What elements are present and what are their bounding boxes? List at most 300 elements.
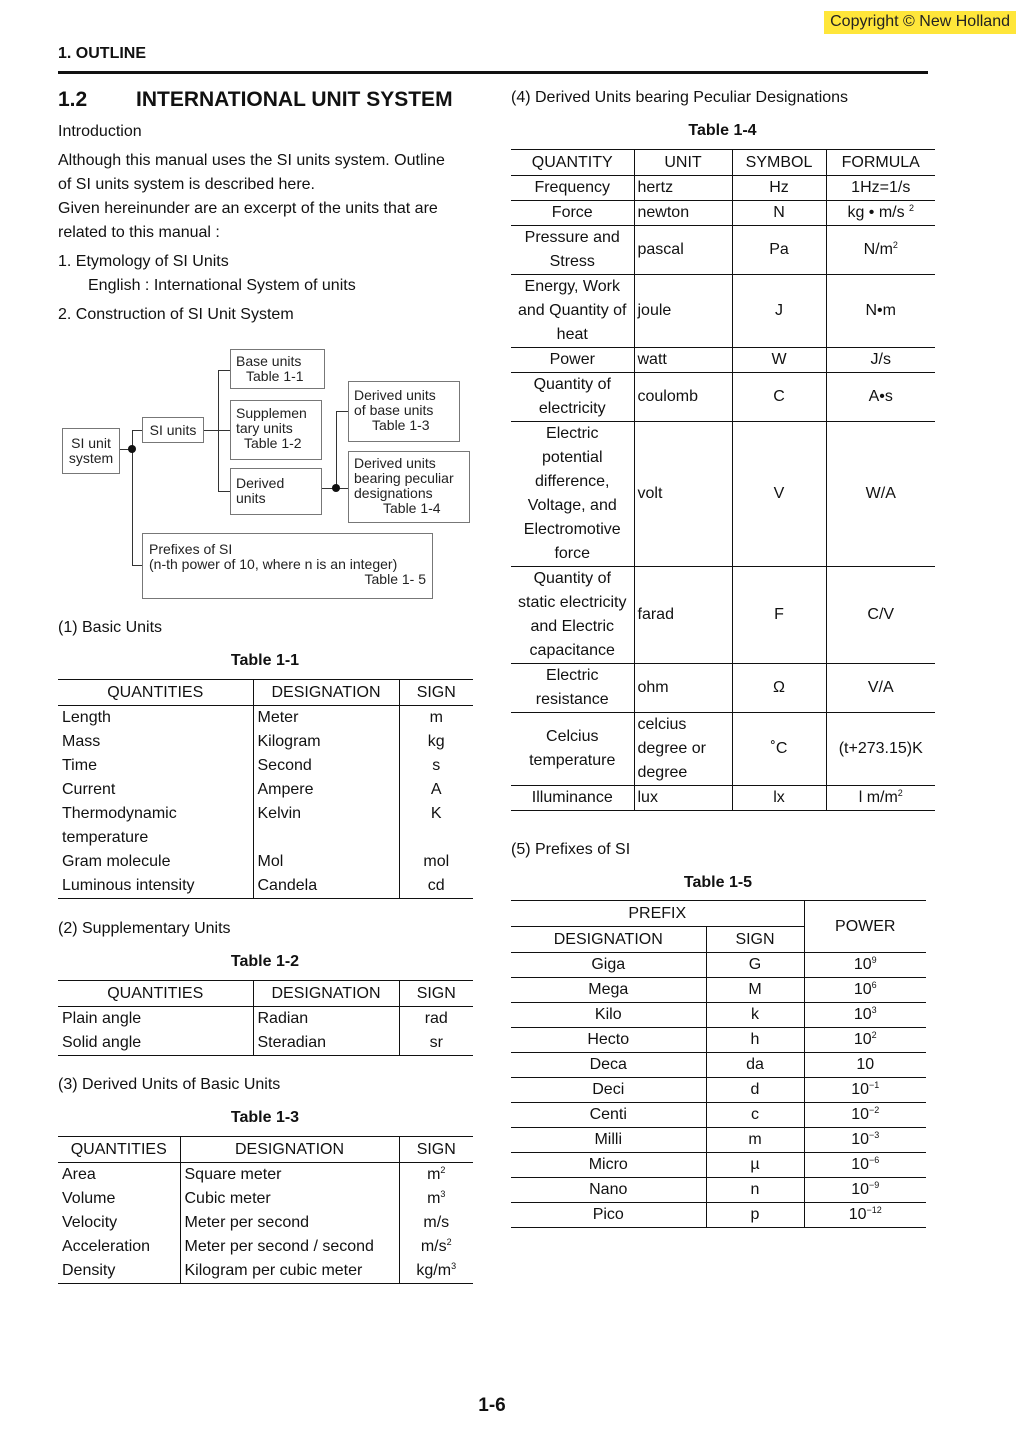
cell-text: Length (62, 709, 111, 726)
header-rule (58, 71, 928, 74)
prefixes-box (142, 533, 433, 599)
table-cell (58, 1163, 180, 1188)
box-text: Table 1-2 (244, 435, 302, 451)
table-header-row (58, 1137, 473, 1163)
table-row (511, 953, 926, 978)
cell-line: electricity (538, 400, 606, 417)
peculiar-units-table (511, 149, 935, 811)
cell-text: Thermodynamic (62, 805, 177, 822)
table-row (511, 1128, 926, 1153)
table-cell (58, 754, 253, 778)
table-cell (180, 1163, 399, 1188)
cell-line: difference, (535, 473, 610, 490)
table-cell (399, 730, 473, 754)
box-text: Supplemen (236, 405, 307, 421)
cell-text: Kelvin (257, 805, 302, 822)
cell-text: Hecto (587, 1031, 630, 1048)
cell-text: Kilogram (257, 733, 321, 750)
sign-cell (706, 1178, 804, 1203)
cell-text: 10 (851, 1106, 870, 1123)
box-text: Table 1-1 (246, 368, 304, 384)
table-cell (399, 706, 473, 731)
box-text: units (236, 490, 266, 506)
cell-text: 10 (851, 1131, 870, 1148)
formula-cell (826, 786, 935, 811)
cell-text: Mega (588, 981, 629, 998)
cell-text: l m/m (858, 789, 898, 806)
cell-line: force (554, 545, 591, 562)
cell-text: Mass (62, 733, 101, 750)
table-cell (180, 1259, 399, 1284)
cell-text: Meter per second (184, 1214, 310, 1231)
table-cell (399, 1211, 473, 1235)
table-cell (58, 1211, 180, 1235)
designation-cell (511, 953, 706, 978)
power-exponent: −12 (866, 1205, 882, 1215)
cell-text: s (432, 757, 441, 774)
cell-text: M (748, 981, 762, 998)
table-row (58, 730, 473, 754)
designation-cell (511, 1103, 706, 1128)
cell-text: Current (62, 781, 116, 798)
cell-line: Illuminance (531, 789, 613, 806)
table-cell (399, 1163, 473, 1188)
si-unit-system-box (62, 428, 120, 474)
derived-basic-units-label: (3) Derived Units of Basic Units (58, 1076, 281, 1093)
table-row (511, 1078, 926, 1103)
column-header: SIGN (399, 981, 473, 1007)
box-text: Derived units (354, 455, 436, 471)
column-header: DESIGNATION (253, 680, 399, 706)
cell-text: 1Hz=1/s (851, 179, 911, 196)
table-cell (399, 1235, 473, 1259)
box-text: tary units (236, 420, 293, 436)
table-row (511, 176, 935, 201)
cell-text: Centi (589, 1106, 627, 1123)
connector-line (336, 411, 337, 488)
column-header: FORMULA (826, 150, 935, 176)
power-cell (804, 1053, 926, 1078)
cell-text: Acceleration (62, 1238, 151, 1255)
table-row (511, 664, 935, 713)
cell-text: cd (427, 877, 445, 894)
cell-text: N (773, 204, 785, 221)
cell-line: Stress (549, 253, 595, 270)
table-cell (180, 1211, 399, 1235)
symbol-cell (732, 275, 826, 348)
cell-text: c (751, 1106, 759, 1123)
box-text: bearing peculiar (354, 470, 454, 486)
supplementary-units-label: (2) Supplementary Units (58, 920, 231, 937)
cell-text: J/s (870, 351, 891, 368)
box-text: Prefixes of SI (149, 541, 233, 557)
cell-text: 10 (853, 981, 872, 998)
table-cell (253, 802, 399, 826)
box-text: Table 1-3 (372, 417, 430, 433)
cell-text: N•m (865, 302, 896, 319)
page-heading (58, 88, 453, 112)
table-row (511, 1103, 926, 1128)
etymology-item: 1. Etymology of SI Units (58, 253, 229, 270)
power-exponent: 2 (871, 1030, 877, 1040)
cell-text: Gram molecule (62, 853, 171, 870)
cell-text: Radian (257, 1010, 309, 1027)
table-cell (399, 1031, 473, 1056)
cell-line: celcius (637, 716, 687, 733)
cell-line: resistance (535, 691, 609, 708)
power-exponent: −1 (869, 1080, 880, 1090)
power-cell (804, 1128, 926, 1153)
peculiar-units-label: (4) Derived Units bearing Peculiar Designations (511, 89, 849, 106)
cell-line: farad (637, 606, 674, 623)
quantity-cell (511, 373, 634, 422)
table-row (58, 1163, 473, 1188)
table-row (58, 1259, 473, 1284)
cell-text: Cubic meter (184, 1190, 271, 1207)
cell-text: sr (429, 1034, 443, 1051)
symbol-cell (732, 422, 826, 567)
cell-text: Solid angle (62, 1034, 142, 1051)
unit-cell (634, 664, 732, 713)
column-header: QUANTITIES (58, 1137, 180, 1163)
table-row (58, 850, 473, 874)
box-text: Derived (236, 475, 285, 491)
quantity-cell (511, 786, 634, 811)
designation-cell (511, 1178, 706, 1203)
table-cell (399, 1259, 473, 1284)
cell-line: Electric (546, 425, 599, 442)
cell-text: Candela (257, 877, 318, 894)
intro-line: related to this manual : (58, 224, 220, 241)
cell-text: 10 (848, 1206, 867, 1223)
column-header: UNIT (634, 150, 732, 176)
table-row (511, 1053, 926, 1078)
designation-cell (511, 1078, 706, 1103)
cell-line: Electromotive (523, 521, 621, 538)
symbol-cell (732, 348, 826, 373)
cell-line: ohm (637, 679, 669, 696)
formula-cell (826, 422, 935, 567)
cell-text: µ (750, 1156, 760, 1173)
cell-line: potential (542, 449, 603, 466)
designation-cell (511, 1053, 706, 1078)
table-row (511, 1203, 926, 1228)
box-text: Table 1-4 (383, 500, 441, 516)
etymology-subitem: English : International System of units (88, 277, 356, 294)
table-1-5-caption: Table 1-5 (683, 874, 753, 891)
cell-text: 10 (853, 1006, 872, 1023)
power-cell (804, 1103, 926, 1128)
cell-text: Meter (257, 709, 299, 726)
table-row (58, 826, 473, 850)
power-cell (804, 978, 926, 1003)
table-cell (58, 1187, 180, 1211)
cell-text: Time (62, 757, 97, 774)
cell-line: and Quantity of (517, 302, 627, 319)
formula-cell (826, 275, 935, 348)
cell-text: m (427, 1190, 441, 1207)
cell-line: Energy, Work (524, 278, 620, 295)
table-cell (58, 826, 253, 850)
formula-cell (826, 664, 935, 713)
connector-line (132, 430, 142, 431)
cell-text: A•s (868, 388, 893, 405)
cell-line: degree (637, 764, 688, 781)
table-cell (58, 730, 253, 754)
cell-text: 10 (851, 1181, 870, 1198)
cell-text: Micro (588, 1156, 628, 1173)
table-cell (58, 802, 253, 826)
box-text: Base units (236, 353, 302, 369)
unit-cell (634, 422, 732, 567)
cell-line: Frequency (534, 179, 611, 196)
basic-units-table (58, 679, 473, 899)
table-row (511, 786, 935, 811)
column-header: POWER (804, 901, 926, 953)
construction-item: 2. Construction of SI Unit System (58, 306, 294, 323)
cell-text: h (750, 1031, 760, 1048)
table-cell (253, 754, 399, 778)
sign-cell (706, 1128, 804, 1153)
quantity-cell (511, 713, 634, 786)
table-row (58, 874, 473, 899)
designation-cell (511, 1028, 706, 1053)
cell-text: 10 (853, 1031, 872, 1048)
derived-base-units-box (348, 381, 460, 442)
connector-line (218, 491, 230, 492)
cell-text: Density (62, 1262, 116, 1279)
sign-cell (706, 1103, 804, 1128)
connector-line (218, 370, 230, 371)
column-header: QUANTITIES (58, 680, 253, 706)
table-cell (253, 1031, 399, 1056)
connector-line (218, 430, 230, 431)
quantity-cell (511, 664, 634, 713)
designation-cell (511, 978, 706, 1003)
power-exponent: 6 (871, 980, 877, 990)
table-row (58, 1235, 473, 1259)
table-cell (58, 778, 253, 802)
table-row (58, 754, 473, 778)
cell-line: Quantity of (533, 570, 611, 587)
table-header-row (58, 680, 473, 706)
cell-line: degree or (637, 740, 706, 757)
sign-cell (706, 953, 804, 978)
connector-line (132, 565, 142, 566)
table-row (511, 226, 935, 275)
cell-text: K (430, 805, 442, 822)
derived-peculiar-units-box (348, 451, 470, 523)
symbol-cell (732, 567, 826, 664)
designation-cell (511, 1153, 706, 1178)
power-cell (804, 1078, 926, 1103)
box-text: SI units (149, 422, 197, 438)
table-cell (399, 754, 473, 778)
cell-text: temperature (62, 829, 149, 846)
quantity-cell (511, 275, 634, 348)
cell-text: J (775, 302, 783, 319)
table-cell (399, 850, 473, 874)
formula-cell (826, 373, 935, 422)
unit-cell (634, 201, 732, 226)
column-header: SYMBOL (732, 150, 826, 176)
cell-text: m/s (420, 1238, 447, 1255)
table-row (511, 567, 935, 664)
cell-text: d (750, 1081, 760, 1098)
unit-exponent: 2 (897, 788, 903, 798)
table-row (511, 1178, 926, 1203)
cell-text: Deci (592, 1081, 625, 1098)
table-row (511, 373, 935, 422)
cell-text: Meter per second / second (184, 1238, 374, 1255)
table-cell (399, 1187, 473, 1211)
connector-line (336, 411, 348, 412)
unit-cell (634, 176, 732, 201)
power-exponent: −9 (869, 1180, 880, 1190)
table-row (511, 201, 935, 226)
table-cell (58, 850, 253, 874)
table-cell (58, 1259, 180, 1284)
power-exponent: −6 (869, 1155, 880, 1165)
quantity-cell (511, 201, 634, 226)
sign-cell (706, 1028, 804, 1053)
cell-text: p (750, 1206, 760, 1223)
cell-line: Voltage, and (527, 497, 617, 514)
table-row (511, 422, 935, 567)
derived-units-box (230, 468, 322, 515)
box-text: (n-th power of 10, where n is an integer) (149, 556, 398, 572)
formula-cell (826, 176, 935, 201)
table-cell (253, 706, 399, 731)
unit-cell (634, 713, 732, 786)
cell-text: Ampere (257, 781, 314, 798)
table-cell (180, 1235, 399, 1259)
power-exponent: −2 (869, 1105, 880, 1115)
cell-text: lx (773, 789, 785, 806)
cell-text: m/s (423, 1214, 450, 1231)
table-row (58, 1007, 473, 1032)
cell-line: joule (637, 302, 672, 319)
table-row (58, 802, 473, 826)
cell-text: m (748, 1131, 762, 1148)
table-1-2-caption: Table 1-2 (230, 953, 300, 970)
table-cell (58, 706, 253, 731)
column-header: SIGN (399, 1137, 473, 1163)
cell-line: pascal (637, 241, 684, 258)
box-text: Derived units (354, 387, 436, 403)
cell-text: Plain angle (62, 1010, 142, 1027)
cell-line: lux (637, 789, 658, 806)
cell-text: Hz (769, 179, 789, 196)
designation-cell (511, 1128, 706, 1153)
cell-line: and Electric (530, 618, 615, 635)
intro-label: Introduction (58, 123, 142, 140)
quantity-cell (511, 176, 634, 201)
formula-cell (826, 201, 935, 226)
table-row (58, 1211, 473, 1235)
table-cell (399, 874, 473, 899)
table-row (511, 1153, 926, 1178)
quantity-cell (511, 348, 634, 373)
table-cell (399, 826, 473, 850)
symbol-cell (732, 786, 826, 811)
cell-text: Steradian (257, 1034, 326, 1051)
cell-text: V/A (867, 679, 894, 696)
cell-text: n (750, 1181, 760, 1198)
junction-dot (332, 484, 340, 492)
cell-line: newton (637, 204, 690, 221)
power-exponent: 9 (871, 955, 877, 965)
cell-text: Pico (592, 1206, 624, 1223)
unit-exponent: 2 (440, 1165, 446, 1175)
cell-text: Milli (594, 1131, 623, 1148)
table-header-row (511, 901, 926, 927)
cell-line: Electric (546, 667, 599, 684)
cell-text: Mol (257, 853, 284, 870)
symbol-cell (732, 373, 826, 422)
cell-text: Second (257, 757, 312, 774)
cell-text: Luminous intensity (62, 877, 195, 894)
sign-cell (706, 1078, 804, 1103)
table-cell (253, 874, 399, 899)
unit-cell (634, 226, 732, 275)
designation-cell (511, 1203, 706, 1228)
table-cell (399, 1007, 473, 1032)
table-1-4-caption: Table 1-4 (688, 122, 757, 139)
cell-text: 10 (853, 956, 872, 973)
cell-line: Force (551, 204, 593, 221)
prefixes-label: (5) Prefixes of SI (511, 841, 631, 858)
cell-line: Celcius (546, 728, 599, 745)
cell-text: Pa (769, 241, 789, 258)
cell-text: (t+273.15)K (838, 740, 923, 757)
unit-exponent: 2 (446, 1237, 452, 1247)
base-units-box (230, 349, 325, 389)
sign-cell (706, 1053, 804, 1078)
cell-text: N/m (863, 241, 893, 258)
table-cell (253, 850, 399, 874)
cell-text: V (773, 485, 785, 502)
intro-line: Although this manual uses the SI units system. Outline (58, 152, 445, 169)
box-text: Table 1- 5 (364, 571, 426, 587)
column-header: SIGN (399, 680, 473, 706)
formula-cell (826, 567, 935, 664)
cell-text: rad (424, 1010, 448, 1027)
cell-text: C (773, 388, 785, 405)
page-number: 1-6 (478, 1395, 506, 1416)
table-row (511, 275, 935, 348)
symbol-cell (732, 201, 826, 226)
intro-paragraph (58, 149, 445, 245)
table-row (511, 978, 926, 1003)
cell-text: 10 (856, 1056, 875, 1073)
cell-line: heat (556, 326, 588, 343)
table-row (511, 348, 935, 373)
table-row (58, 778, 473, 802)
column-header: DESIGNATION (253, 981, 399, 1007)
connector-line (204, 430, 218, 431)
table-cell (58, 1235, 180, 1259)
table-row (511, 1028, 926, 1053)
unit-cell (634, 348, 732, 373)
unit-exponent: 3 (440, 1189, 446, 1199)
table-row (58, 706, 473, 731)
section-header: 1. OUTLINE (58, 45, 147, 62)
table-cell (399, 778, 473, 802)
cell-text: W/A (865, 485, 896, 502)
unit-cell (634, 275, 732, 348)
table-header-row (58, 981, 473, 1007)
